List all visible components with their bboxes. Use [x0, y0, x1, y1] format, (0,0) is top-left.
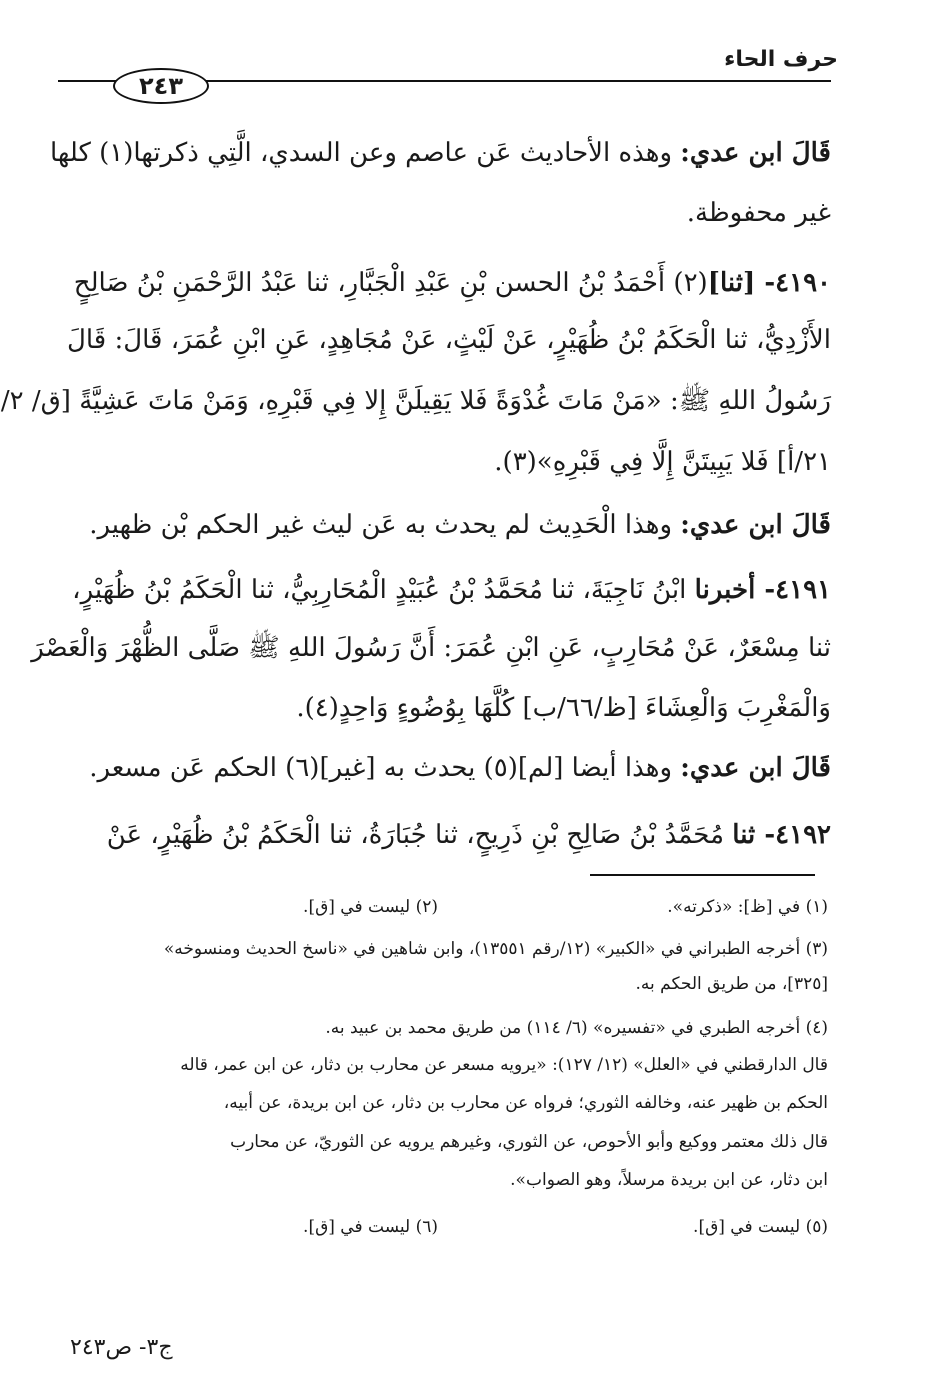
- body-line: [0, 381, 831, 421]
- footnote-line: [60, 1165, 828, 1195]
- footnote-line: [60, 892, 828, 922]
- line-lead: قَالَ ابن عدي:: [680, 753, 831, 783]
- footnote: (٤) أخرجه الطبري في «تفسيره» (٦/ ١١٤) من طريق محمد بن عبيد به.: [325, 1018, 828, 1038]
- footnote: [٣٢٥]، من طريق الحكم به.: [635, 974, 828, 994]
- footnote: (٦) ليست في [ق].: [303, 1217, 438, 1237]
- footnote-line: [60, 1127, 828, 1157]
- footnote: (٣) أخرجه الطبراني في «الكبير» (١٢/رقم ١٣٥٥١)، وابن شاهين في «ناسخ الحديث ومنسوخه»: [163, 939, 828, 959]
- footnote: (١) في [ظ]: «ذكرته».: [667, 897, 828, 917]
- line-text: وَالْمَغْرِبَ وَالْعِشَاءَ [ظ/٦٦/ب] كُلَّهَا بِوُضُوءٍ وَاحِدٍ(٤).: [296, 693, 831, 723]
- footnote: ابن دثار، عن ابن بريدة مرسلاً، وهو الصواب».: [510, 1170, 828, 1190]
- body-line: [50, 748, 831, 788]
- body-line: [50, 688, 831, 728]
- line-text: وهذا الْحَدِيث لم يحدث به عَن ليث غير الحكم بْن ظهير.: [89, 510, 681, 540]
- chapter-title: حرف الحاء: [724, 47, 838, 72]
- footnote-rule: [590, 874, 815, 876]
- line-lead: ٤١٩٢- ثنا: [732, 820, 831, 850]
- line-text: وهذه الأحاديث عَن عاصم وعن السدي، الَّتِي ذكرتها(١) كلها: [49, 138, 681, 168]
- footnote-line: [60, 1212, 828, 1242]
- footnote-line: [60, 934, 828, 964]
- body-line: [50, 133, 831, 173]
- line-text: غير محفوظة.: [686, 198, 831, 228]
- line-lead: قَالَ ابن عدي:: [680, 138, 831, 168]
- body-line: [50, 570, 831, 610]
- body-line: [50, 815, 831, 855]
- footnote: (٢) ليست في [ق].: [303, 897, 438, 917]
- body-line: [50, 193, 831, 233]
- footnote-line: [60, 969, 828, 999]
- page-number-badge: ٢٤٣: [113, 68, 209, 104]
- footnote-line: [60, 1050, 828, 1080]
- line-text: الأَزْدِيُّ، ثنا الْحَكَمُ بْنُ ظُهَيْرٍ، عَنْ لَيْثٍ، عَنْ مُجَاهِدٍ، عَنِ ابْنِ عُمَرَ، قَالَ: قَالَ: [66, 325, 831, 355]
- footnote: الحكم بن ظهير عنه، وخالفه الثوري؛ فرواه عن محارب بن دثار، عن ابن بريدة، عن أبيه،: [223, 1093, 828, 1113]
- body-line: [50, 442, 831, 482]
- line-text: ثنا مِسْعَرٌ، عَنْ مُحَارِبٍ، عَنِ ابْنِ عُمَرَ: أَنَّ رَسُولَ اللهِ ﷺ صَلَّى الظُّهْرَ وَالْعَصْرَ: [31, 633, 831, 663]
- body-line: [31, 628, 831, 668]
- line-text: (٢) أَحْمَدُ بْنُ الحسن بْنِ عَبْدِ الْجَبَّارِ، ثنا عَبْدُ الرَّحْمَنِ بْنُ صَالِحٍ: [73, 268, 708, 298]
- line-text: مُحَمَّدُ بْنُ صَالِحِ بْنِ ذَرِيحٍ، ثنا جُبَارَةُ، ثنا الْحَكَمُ بْنُ ظُهَيْرٍ، عَنْ: [106, 820, 733, 850]
- line-text: ٢١/أ] فَلا يَبِيتَنَّ إِلَّا فِي قَبْرِهِ»(٣).: [494, 447, 831, 477]
- line-lead: ٤١٩٠- [ثنا]: [707, 268, 831, 298]
- footnote-line: [60, 1088, 828, 1118]
- page-reference: ج٣- ص٢٤٣: [70, 1335, 173, 1360]
- line-text: وهذا أيضا [لم](٥) يحدث به [غير](٦) الحكم عَن مسعر.: [89, 753, 681, 783]
- line-text: رَسُولُ اللهِ ﷺ: «مَنْ مَاتَ غُدْوَةً فَلا يَقِيلَنَّ إِلا فِي قَبْرِهِ، وَمَنْ مَاتَ عَشِيَّةً [ق/ ٢/: [0, 386, 831, 416]
- body-line: [50, 263, 831, 303]
- line-text: ابْنُ نَاجِيَةَ، ثنا مُحَمَّدُ بْنُ عُبَيْدٍ الْمُحَارِبِيُّ، ثنا الْحَكَمُ بْنُ ظُهَيْرٍ،: [72, 575, 695, 605]
- line-lead: قَالَ ابن عدي:: [680, 510, 831, 540]
- body-line: [50, 505, 831, 545]
- footnote-line: [60, 1013, 828, 1043]
- footnote: قال الدارقطني في «العلل» (١٢/ ١٢٧): «يرويه مسعر عن محارب بن دثار، عن ابن عمر، قاله: [180, 1055, 828, 1075]
- body-line: [50, 320, 831, 360]
- footnote: قال ذلك معتمر ووكيع وأبو الأحوص، عن الثوري، وغيرهم يرويه عن الثوريّ، عن محارب: [230, 1132, 828, 1152]
- line-lead: ٤١٩١- أخبرنا: [694, 575, 831, 605]
- footnote: (٥) ليست في [ق].: [693, 1217, 828, 1237]
